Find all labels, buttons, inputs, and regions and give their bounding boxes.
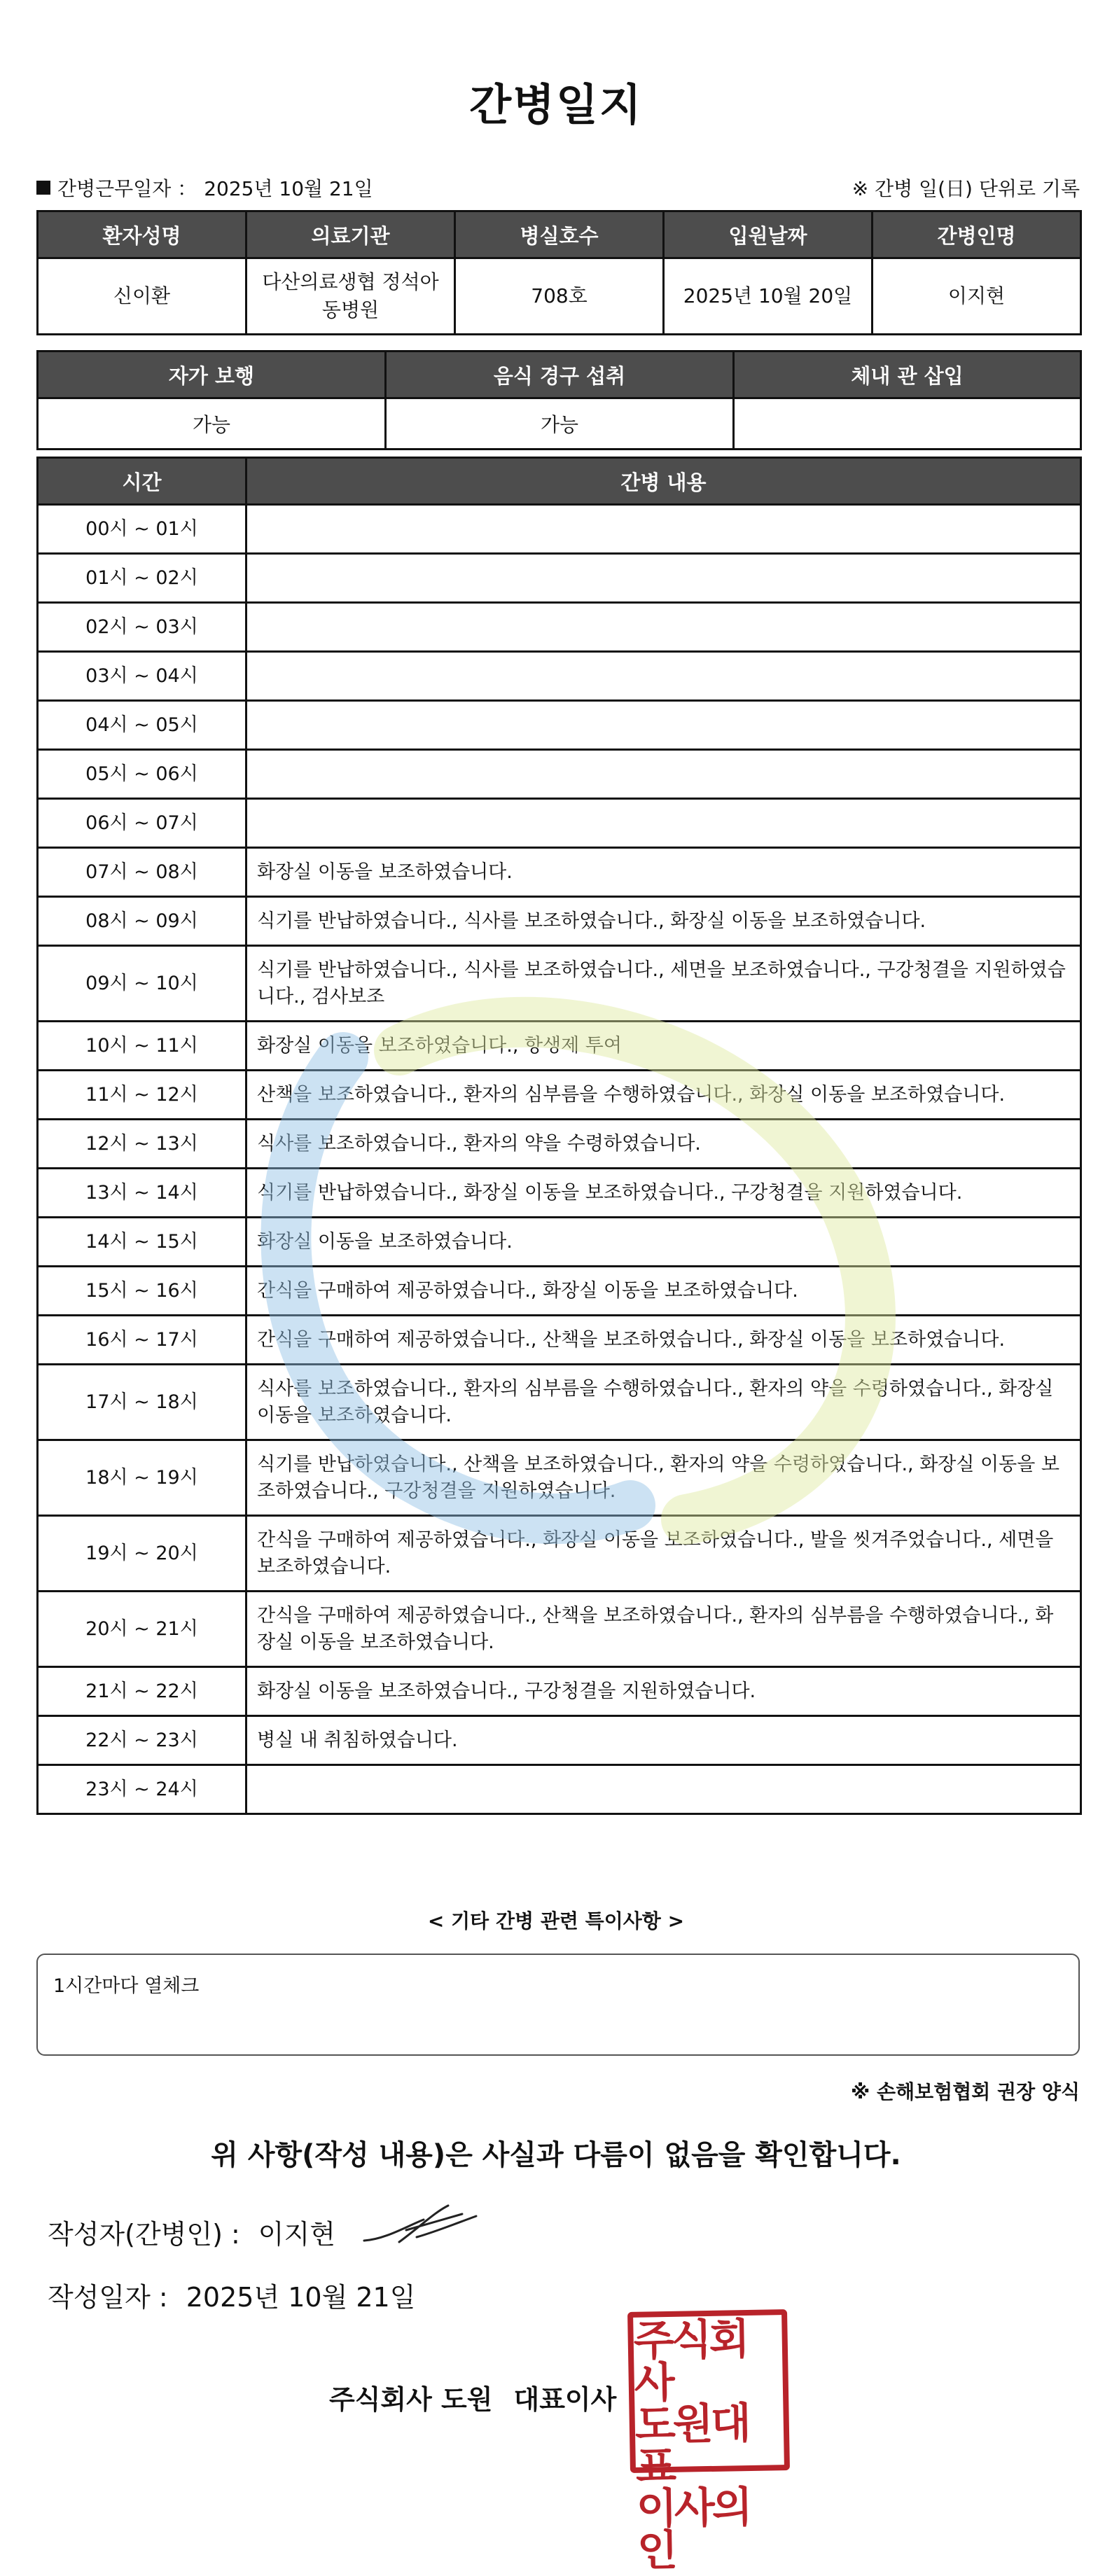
header-time: 시간 (38, 458, 246, 505)
log-row (38, 1169, 1081, 1218)
log-row (38, 897, 1081, 946)
log-content: 산책을 보조하였습니다., 환자의 심부름을 수행하였습니다., 화장실 이동을 보조하였습니다. (246, 1071, 1081, 1120)
log-content: 간식을 구매하여 제공하였습니다., 산책을 보조하였습니다., 화장실 이동을 보조하였습니다. (246, 1316, 1081, 1365)
caregiver-name: 이지현 (873, 258, 1081, 335)
page-title: 간병일지 (469, 79, 643, 130)
log-time: 01시 ~ 02시 (38, 554, 246, 603)
header-room: 병실호수 (455, 211, 664, 258)
patient-info-value-row (38, 258, 1081, 335)
representative-title: 대표이사 (513, 2384, 617, 2415)
writer-label: 작성자(간병인) : (48, 2219, 240, 2250)
log-content: 병실 내 취침하였습니다. (246, 1716, 1081, 1765)
header-hospital: 의료기관 (246, 211, 455, 258)
written-date-line (48, 2276, 415, 2314)
ability-value-row (38, 398, 1081, 450)
header-patient-name: 환자성명 (38, 211, 246, 258)
log-time: 13시 ~ 14시 (38, 1169, 246, 1218)
care-log-body (38, 505, 1081, 1814)
care-log-table (36, 457, 1082, 1815)
log-content: 식기를 반납하였습니다., 산책을 보조하였습니다., 환자의 약을 수령하였습니다., 화장실 이동을 보조하였습니다., 구강청결을 지원하였습니다. (246, 1440, 1081, 1516)
notes-text: 1시간마다 열체크 (53, 1975, 200, 1997)
log-row (38, 1516, 1081, 1592)
log-time: 07시 ~ 08시 (38, 848, 246, 897)
log-row (38, 1071, 1081, 1120)
log-content (246, 652, 1081, 701)
log-time: 03시 ~ 04시 (38, 652, 246, 701)
log-content: 식기를 반납하였습니다., 화장실 이동을 보조하였습니다., 구강청결을 지원하였습니다. (246, 1169, 1081, 1218)
writer-line (48, 2213, 335, 2251)
log-row (38, 799, 1081, 848)
company-name: 주식회사 도원 (329, 2384, 493, 2415)
log-content (246, 1765, 1081, 1814)
patient-ability-table (36, 350, 1082, 450)
log-time: 12시 ~ 13시 (38, 1120, 246, 1169)
log-time: 10시 ~ 11시 (38, 1022, 246, 1071)
log-row (38, 848, 1081, 897)
log-content: 식사를 보조하였습니다., 환자의 심부름을 수행하였습니다., 환자의 약을 수령하였습니다., 화장실 이동을 보조하였습니다. (246, 1365, 1081, 1440)
room-number: 708호 (455, 258, 664, 335)
log-content: 식기를 반납하였습니다., 식사를 보조하였습니다., 세면을 보조하였습니다., 구강청결을 지원하였습니다., 검사보조 (246, 946, 1081, 1022)
log-content: 화장실 이동을 보조하였습니다., 항생제 투여 (246, 1022, 1081, 1071)
log-row (38, 1592, 1081, 1667)
log-time: 17시 ~ 18시 (38, 1365, 246, 1440)
log-content: 식기를 반납하였습니다., 식사를 보조하였습니다., 화장실 이동을 보조하였습니다. (246, 897, 1081, 946)
header-caregiver: 간병인명 (873, 211, 1081, 258)
log-content (246, 799, 1081, 848)
log-content: 식사를 보조하였습니다., 환자의 약을 수령하였습니다. (246, 1120, 1081, 1169)
patient-info-table (36, 210, 1082, 335)
log-content (246, 750, 1081, 799)
log-content: 간식을 구매하여 제공하였습니다., 화장실 이동을 보조하였습니다., 발을 씻겨주었습니다., 세면을 보조하였습니다. (246, 1516, 1081, 1592)
log-row (38, 1365, 1081, 1440)
log-time: 16시 ~ 17시 (38, 1316, 246, 1365)
log-time: 18시 ~ 19시 (38, 1440, 246, 1516)
log-row (38, 1120, 1081, 1169)
self-walking-value: 가능 (38, 398, 386, 450)
confirmation-statement: 위 사항(작성 내용)은 사실과 다름이 없음을 확인합니다. (211, 2139, 901, 2171)
log-time: 00시 ~ 01시 (38, 505, 246, 554)
log-content: 화장실 이동을 보조하였습니다. (246, 848, 1081, 897)
log-row (38, 1267, 1081, 1316)
log-time: 14시 ~ 15시 (38, 1218, 246, 1267)
oral-intake-value: 가능 (386, 398, 734, 450)
log-content (246, 554, 1081, 603)
log-row (38, 554, 1081, 603)
signature-image (357, 2199, 483, 2255)
header-care-content: 간병 내용 (246, 458, 1081, 505)
log-content: 간식을 구매하여 제공하였습니다., 화장실 이동을 보조하였습니다. (246, 1267, 1081, 1316)
ability-header-row (38, 351, 1081, 398)
log-time: 02시 ~ 03시 (38, 603, 246, 652)
log-row (38, 1440, 1081, 1516)
unit-note: ※ 간병 일(日) 단위로 기록 (852, 177, 1080, 200)
log-content: 화장실 이동을 보조하였습니다. (246, 1218, 1081, 1267)
log-row (38, 505, 1081, 554)
notes-box (36, 1954, 1080, 2056)
seal-line-2: 도원대표 (634, 2399, 749, 2492)
work-date-value: 2025년 10월 21일 (204, 177, 373, 200)
work-date-row (36, 174, 1080, 202)
log-content: 간식을 구매하여 제공하였습니다., 산책을 보조하였습니다., 환자의 심부름을 수행하였습니다., 화장실 이동을 보조하였습니다. (246, 1592, 1081, 1667)
log-time: 23시 ~ 24시 (38, 1765, 246, 1814)
company-seal-stamp (627, 2309, 790, 2576)
writer-name: 이지현 (258, 2219, 335, 2250)
log-row (38, 1716, 1081, 1765)
log-row (38, 1765, 1081, 1814)
seal-line-3: 이사의인 (636, 2483, 751, 2576)
tube-insertion-value (734, 398, 1081, 450)
work-date-label: 간병근무일자 ： (57, 177, 197, 200)
log-content: 화장실 이동을 보조하였습니다., 구강청결을 지원하였습니다. (246, 1667, 1081, 1716)
log-row (38, 652, 1081, 701)
admission-date: 2025년 10월 20일 (664, 258, 873, 335)
log-time: 08시 ~ 09시 (38, 897, 246, 946)
log-time: 15시 ~ 16시 (38, 1267, 246, 1316)
recommendation-note: ※ 손해보험협회 권장 양식 (851, 2080, 1080, 2103)
log-time: 05시 ~ 06시 (38, 750, 246, 799)
header-tube-insertion: 체내 관 삽입 (734, 351, 1081, 398)
log-time: 09시 ~ 10시 (38, 946, 246, 1022)
log-time: 04시 ~ 05시 (38, 701, 246, 750)
log-time: 20시 ~ 21시 (38, 1592, 246, 1667)
log-row (38, 1316, 1081, 1365)
care-log-header-row (38, 458, 1081, 505)
log-row (38, 946, 1081, 1022)
log-row (38, 701, 1081, 750)
written-date-label: 작성일자 : (48, 2282, 168, 2313)
log-row (38, 603, 1081, 652)
log-time: 19시 ~ 20시 (38, 1516, 246, 1592)
hospital-name: 다산의료생협 정석아동병원 (246, 258, 455, 335)
log-row (38, 1022, 1081, 1071)
square-bullet-icon (36, 181, 50, 195)
work-date (36, 174, 373, 202)
log-content (246, 603, 1081, 652)
log-content (246, 701, 1081, 750)
patient-info-header-row (38, 211, 1081, 258)
header-oral-intake: 음식 경구 섭취 (386, 351, 734, 398)
log-time: 22시 ~ 23시 (38, 1716, 246, 1765)
company-line (329, 2378, 616, 2416)
log-row (38, 750, 1081, 799)
log-row (38, 1667, 1081, 1716)
written-date-value: 2025년 10월 21일 (186, 2282, 416, 2313)
log-time: 21시 ~ 22시 (38, 1667, 246, 1716)
header-admission-date: 입원날짜 (664, 211, 873, 258)
seal-line-1: 주식회사 (633, 2315, 748, 2408)
header-self-walking: 자가 보행 (38, 351, 386, 398)
notes-title: < 기타 간병 관련 특이사항 > (427, 1909, 685, 1933)
log-content (246, 505, 1081, 554)
log-time: 11시 ~ 12시 (38, 1071, 246, 1120)
log-row (38, 1218, 1081, 1267)
patient-name: 신이환 (38, 258, 246, 335)
log-time: 06시 ~ 07시 (38, 799, 246, 848)
